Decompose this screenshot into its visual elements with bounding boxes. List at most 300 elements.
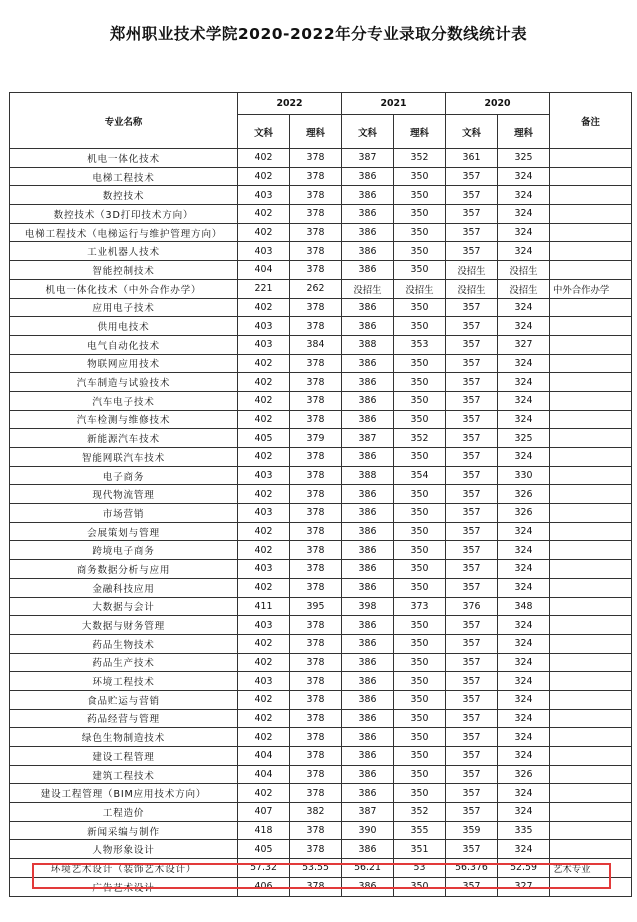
score-arts-2020-cell: 357	[446, 672, 498, 691]
major-name-cell: 机电一体化技术	[10, 149, 238, 168]
table-row	[10, 429, 632, 448]
table-row	[10, 634, 632, 653]
score-science-2020-cell: 326	[498, 504, 550, 523]
score-science-2022-cell: 378	[290, 167, 342, 186]
score-arts-2021-cell: 387	[342, 149, 394, 168]
major-name-cell: 食品贮运与营销	[10, 690, 238, 709]
score-arts-2021-cell: 386	[342, 205, 394, 224]
score-arts-2022-cell: 411	[238, 597, 290, 616]
score-science-2022-cell: 378	[290, 410, 342, 429]
score-science-2020-cell: 324	[498, 167, 550, 186]
score-science-2020-cell: 324	[498, 578, 550, 597]
score-science-2021-cell: 350	[394, 317, 446, 336]
score-science-2021-cell: 350	[394, 709, 446, 728]
score-arts-2021-cell: 386	[342, 877, 394, 896]
score-science-2020-cell: 324	[498, 560, 550, 579]
score-science-2022-cell: 378	[290, 391, 342, 410]
major-name-cell: 药品生产技术	[10, 653, 238, 672]
score-arts-2021-cell: 386	[342, 167, 394, 186]
score-arts-2020-cell: 357	[446, 560, 498, 579]
score-science-2020-cell: 324	[498, 223, 550, 242]
note-cell	[550, 429, 632, 448]
score-science-2021-cell: 373	[394, 597, 446, 616]
score-arts-2021-cell: 386	[342, 653, 394, 672]
note-cell: 艺术专业	[550, 859, 632, 878]
note-cell	[550, 541, 632, 560]
score-arts-2021-cell: 386	[342, 747, 394, 766]
score-science-2022-cell: 378	[290, 317, 342, 336]
score-science-2022-cell: 378	[290, 672, 342, 691]
score-arts-2020-cell: 357	[446, 354, 498, 373]
score-science-2021-cell: 350	[394, 223, 446, 242]
score-science-2020-cell: 324	[498, 616, 550, 635]
table-row	[10, 242, 632, 261]
score-science-2022-cell: 378	[290, 616, 342, 635]
score-science-2020-cell: 324	[498, 840, 550, 859]
score-arts-2022-cell: 221	[238, 279, 290, 298]
score-arts-2020-cell: 357	[446, 747, 498, 766]
major-name-cell: 电梯工程技术	[10, 167, 238, 186]
score-science-2020-cell: 324	[498, 298, 550, 317]
score-arts-2021-cell: 386	[342, 784, 394, 803]
table-row	[10, 728, 632, 747]
score-science-2020-cell: 330	[498, 466, 550, 485]
score-science-2022-cell: 378	[290, 690, 342, 709]
table-row	[10, 522, 632, 541]
header-arts-2022: 文科	[238, 115, 290, 149]
score-arts-2020-cell: 357	[446, 784, 498, 803]
score-arts-2020-cell: 357	[446, 616, 498, 635]
score-arts-2022-cell: 404	[238, 261, 290, 280]
score-arts-2022-cell: 57.32	[238, 859, 290, 878]
score-science-2022-cell: 379	[290, 429, 342, 448]
score-science-2022-cell: 378	[290, 448, 342, 467]
major-name-cell: 现代物流管理	[10, 485, 238, 504]
score-science-2020-cell: 324	[498, 373, 550, 392]
document-title: 郑州职业技术学院2020-2022年分专业录取分数线统计表	[109, 25, 528, 43]
score-science-2020-cell: 327	[498, 877, 550, 896]
score-science-2020-cell: 335	[498, 821, 550, 840]
score-science-2022-cell: 378	[290, 560, 342, 579]
score-arts-2020-cell: 357	[446, 690, 498, 709]
table-row	[10, 410, 632, 429]
score-arts-2022-cell: 402	[238, 653, 290, 672]
major-name-cell: 机电一体化技术（中外合作办学）	[10, 279, 238, 298]
major-name-cell: 广告艺术设计	[10, 877, 238, 896]
score-arts-2021-cell: 386	[342, 616, 394, 635]
header-arts-2020: 文科	[446, 115, 498, 149]
major-name-cell: 建设工程管理（BIM应用技术方向）	[10, 784, 238, 803]
score-arts-2022-cell: 402	[238, 410, 290, 429]
score-arts-2021-cell: 386	[342, 317, 394, 336]
note-cell	[550, 410, 632, 429]
score-arts-2020-cell: 357	[446, 578, 498, 597]
header-year-2022: 2022	[238, 93, 342, 115]
table-row	[10, 504, 632, 523]
score-science-2021-cell: 350	[394, 242, 446, 261]
score-science-2022-cell: 378	[290, 728, 342, 747]
score-arts-2021-cell: 387	[342, 429, 394, 448]
table-body	[10, 149, 632, 897]
score-arts-2020-cell: 没招生	[446, 279, 498, 298]
score-science-2021-cell: 350	[394, 690, 446, 709]
score-arts-2022-cell: 402	[238, 709, 290, 728]
score-science-2020-cell: 324	[498, 634, 550, 653]
table-row	[10, 784, 632, 803]
score-arts-2022-cell: 402	[238, 448, 290, 467]
score-arts-2020-cell: 357	[446, 298, 498, 317]
score-science-2021-cell: 350	[394, 205, 446, 224]
table-row	[10, 485, 632, 504]
score-arts-2020-cell: 357	[446, 765, 498, 784]
score-arts-2021-cell: 386	[342, 690, 394, 709]
major-name-cell: 绿色生物制造技术	[10, 728, 238, 747]
major-name-cell: 电梯工程技术（电梯运行与维护管理方向）	[10, 223, 238, 242]
major-name-cell: 电子商务	[10, 466, 238, 485]
note-cell	[550, 803, 632, 822]
score-science-2022-cell: 378	[290, 747, 342, 766]
table-row	[10, 616, 632, 635]
score-science-2022-cell: 384	[290, 335, 342, 354]
score-arts-2021-cell: 386	[342, 672, 394, 691]
score-science-2020-cell: 没招生	[498, 261, 550, 280]
score-arts-2020-cell: 357	[446, 541, 498, 560]
score-arts-2021-cell: 386	[342, 373, 394, 392]
score-science-2021-cell: 350	[394, 616, 446, 635]
header-major: 专业名称	[10, 93, 238, 149]
score-arts-2022-cell: 404	[238, 765, 290, 784]
table-row	[10, 803, 632, 822]
table-row	[10, 690, 632, 709]
score-arts-2022-cell: 403	[238, 672, 290, 691]
table-row	[10, 541, 632, 560]
note-cell	[550, 821, 632, 840]
score-science-2022-cell: 378	[290, 541, 342, 560]
score-arts-2021-cell: 386	[342, 560, 394, 579]
score-science-2020-cell: 324	[498, 317, 550, 336]
score-science-2021-cell: 350	[394, 391, 446, 410]
score-science-2022-cell: 378	[290, 522, 342, 541]
major-name-cell: 环境工程技术	[10, 672, 238, 691]
score-arts-2022-cell: 403	[238, 504, 290, 523]
note-cell	[550, 672, 632, 691]
score-science-2021-cell: 350	[394, 167, 446, 186]
header-arts-2021: 文科	[342, 115, 394, 149]
score-arts-2020-cell: 357	[446, 728, 498, 747]
score-arts-2020-cell: 359	[446, 821, 498, 840]
score-science-2021-cell: 352	[394, 149, 446, 168]
score-science-2022-cell: 378	[290, 784, 342, 803]
table-row	[10, 653, 632, 672]
score-arts-2022-cell: 405	[238, 840, 290, 859]
major-name-cell: 大数据与财务管理	[10, 616, 238, 635]
score-arts-2021-cell: 387	[342, 803, 394, 822]
score-arts-2021-cell: 390	[342, 821, 394, 840]
major-name-cell: 工程造价	[10, 803, 238, 822]
note-cell	[550, 298, 632, 317]
score-science-2020-cell: 324	[498, 709, 550, 728]
header-year-2020: 2020	[446, 93, 550, 115]
score-science-2021-cell: 350	[394, 877, 446, 896]
score-arts-2020-cell: 357	[446, 504, 498, 523]
score-arts-2022-cell: 402	[238, 522, 290, 541]
header-note: 备注	[550, 93, 632, 149]
score-science-2022-cell: 378	[290, 223, 342, 242]
score-arts-2022-cell: 402	[238, 149, 290, 168]
score-science-2021-cell: 350	[394, 747, 446, 766]
score-arts-2022-cell: 402	[238, 373, 290, 392]
score-science-2020-cell: 324	[498, 186, 550, 205]
score-arts-2022-cell: 403	[238, 335, 290, 354]
score-arts-2021-cell: 386	[342, 634, 394, 653]
note-cell	[550, 485, 632, 504]
note-cell	[550, 504, 632, 523]
score-arts-2021-cell: 386	[342, 298, 394, 317]
score-science-2021-cell: 350	[394, 485, 446, 504]
major-name-cell: 电气自动化技术	[10, 335, 238, 354]
note-cell	[550, 690, 632, 709]
score-arts-2022-cell: 403	[238, 466, 290, 485]
major-name-cell: 汽车制造与试验技术	[10, 373, 238, 392]
note-cell	[550, 466, 632, 485]
score-arts-2021-cell: 388	[342, 335, 394, 354]
score-arts-2022-cell: 403	[238, 616, 290, 635]
score-science-2022-cell: 378	[290, 149, 342, 168]
table-row	[10, 747, 632, 766]
score-arts-2022-cell: 403	[238, 560, 290, 579]
score-science-2021-cell: 350	[394, 522, 446, 541]
score-science-2021-cell: 350	[394, 560, 446, 579]
score-arts-2022-cell: 402	[238, 784, 290, 803]
score-science-2020-cell: 324	[498, 242, 550, 261]
score-arts-2020-cell: 357	[446, 653, 498, 672]
table-row	[10, 279, 632, 298]
score-science-2020-cell: 324	[498, 354, 550, 373]
score-arts-2022-cell: 402	[238, 634, 290, 653]
score-science-2021-cell: 352	[394, 803, 446, 822]
table-row	[10, 840, 632, 859]
table-row	[10, 672, 632, 691]
note-cell	[550, 653, 632, 672]
major-name-cell: 建设工程管理	[10, 747, 238, 766]
table-row	[10, 373, 632, 392]
score-arts-2020-cell: 357	[446, 840, 498, 859]
score-science-2022-cell: 378	[290, 242, 342, 261]
score-arts-2020-cell: 357	[446, 634, 498, 653]
score-science-2021-cell: 350	[394, 672, 446, 691]
score-arts-2020-cell: 没招生	[446, 261, 498, 280]
note-cell	[550, 560, 632, 579]
score-science-2021-cell: 350	[394, 634, 446, 653]
note-cell	[550, 784, 632, 803]
score-arts-2022-cell: 402	[238, 167, 290, 186]
major-name-cell: 新闻采编与制作	[10, 821, 238, 840]
score-arts-2021-cell: 386	[342, 765, 394, 784]
score-arts-2021-cell: 386	[342, 728, 394, 747]
score-science-2022-cell: 378	[290, 261, 342, 280]
score-science-2021-cell: 350	[394, 541, 446, 560]
score-arts-2020-cell: 357	[446, 522, 498, 541]
score-arts-2021-cell: 386	[342, 242, 394, 261]
major-name-cell: 智能控制技术	[10, 261, 238, 280]
score-arts-2022-cell: 402	[238, 541, 290, 560]
score-arts-2022-cell: 402	[238, 578, 290, 597]
score-arts-2021-cell: 386	[342, 448, 394, 467]
score-arts-2020-cell: 357	[446, 223, 498, 242]
major-name-cell: 汽车电子技术	[10, 391, 238, 410]
score-science-2021-cell: 350	[394, 298, 446, 317]
score-science-2022-cell: 378	[290, 186, 342, 205]
score-arts-2022-cell: 402	[238, 728, 290, 747]
score-arts-2021-cell: 386	[342, 578, 394, 597]
note-cell	[550, 522, 632, 541]
score-arts-2020-cell: 357	[446, 242, 498, 261]
score-arts-2022-cell: 402	[238, 485, 290, 504]
score-science-2022-cell: 378	[290, 504, 342, 523]
major-name-cell: 人物形象设计	[10, 840, 238, 859]
score-arts-2021-cell: 398	[342, 597, 394, 616]
table-row	[10, 877, 632, 896]
score-science-2022-cell: 378	[290, 205, 342, 224]
score-arts-2020-cell: 357	[446, 373, 498, 392]
score-science-2020-cell: 没招生	[498, 279, 550, 298]
table-row	[10, 448, 632, 467]
score-science-2022-cell: 378	[290, 653, 342, 672]
score-science-2021-cell: 355	[394, 821, 446, 840]
score-arts-2020-cell: 357	[446, 186, 498, 205]
note-cell: 中外合作办学	[550, 279, 632, 298]
score-arts-2020-cell: 376	[446, 597, 498, 616]
score-science-2021-cell: 351	[394, 840, 446, 859]
score-arts-2022-cell: 407	[238, 803, 290, 822]
score-arts-2020-cell: 357	[446, 485, 498, 504]
score-science-2021-cell: 350	[394, 765, 446, 784]
score-arts-2020-cell: 357	[446, 429, 498, 448]
score-science-2020-cell: 348	[498, 597, 550, 616]
table-row	[10, 560, 632, 579]
score-science-2021-cell: 350	[394, 578, 446, 597]
table-row	[10, 391, 632, 410]
table-row	[10, 466, 632, 485]
note-cell	[550, 634, 632, 653]
score-arts-2022-cell: 403	[238, 242, 290, 261]
score-science-2021-cell: 350	[394, 728, 446, 747]
score-arts-2022-cell: 402	[238, 205, 290, 224]
score-science-2022-cell: 378	[290, 354, 342, 373]
note-cell	[550, 335, 632, 354]
major-name-cell: 工业机器人技术	[10, 242, 238, 261]
major-name-cell: 会展策划与管理	[10, 522, 238, 541]
major-name-cell: 物联网应用技术	[10, 354, 238, 373]
score-science-2022-cell: 53.55	[290, 859, 342, 878]
major-name-cell: 药品经营与管理	[10, 709, 238, 728]
score-science-2020-cell: 324	[498, 541, 550, 560]
score-arts-2022-cell: 402	[238, 223, 290, 242]
score-arts-2021-cell: 386	[342, 522, 394, 541]
score-science-2021-cell: 没招生	[394, 279, 446, 298]
score-science-2021-cell: 53	[394, 859, 446, 878]
header-science-2020: 理科	[498, 115, 550, 149]
score-arts-2021-cell: 386	[342, 485, 394, 504]
score-arts-2020-cell: 357	[446, 709, 498, 728]
note-cell	[550, 709, 632, 728]
note-cell	[550, 448, 632, 467]
score-science-2022-cell: 378	[290, 578, 342, 597]
note-cell	[550, 223, 632, 242]
note-cell	[550, 578, 632, 597]
score-science-2021-cell: 350	[394, 784, 446, 803]
score-science-2021-cell: 353	[394, 335, 446, 354]
table-row	[10, 317, 632, 336]
score-arts-2020-cell: 357	[446, 466, 498, 485]
score-science-2022-cell: 378	[290, 485, 342, 504]
score-arts-2020-cell: 357	[446, 391, 498, 410]
table-row	[10, 335, 632, 354]
major-name-cell: 商务数据分析与应用	[10, 560, 238, 579]
score-science-2020-cell: 324	[498, 803, 550, 822]
score-science-2021-cell: 350	[394, 261, 446, 280]
score-science-2020-cell: 324	[498, 448, 550, 467]
score-science-2022-cell: 378	[290, 373, 342, 392]
score-arts-2021-cell: 386	[342, 541, 394, 560]
score-science-2021-cell: 350	[394, 504, 446, 523]
score-science-2020-cell: 324	[498, 784, 550, 803]
score-science-2020-cell: 52.59	[498, 859, 550, 878]
table-row	[10, 223, 632, 242]
score-science-2022-cell: 395	[290, 597, 342, 616]
score-arts-2022-cell: 403	[238, 317, 290, 336]
major-name-cell: 跨境电子商务	[10, 541, 238, 560]
note-cell	[550, 747, 632, 766]
major-name-cell: 环境艺术设计（装饰艺术设计）	[10, 859, 238, 878]
table-row-highlighted	[10, 859, 632, 878]
score-arts-2022-cell: 402	[238, 354, 290, 373]
score-arts-2020-cell: 357	[446, 410, 498, 429]
score-science-2022-cell: 378	[290, 840, 342, 859]
score-arts-2022-cell: 402	[238, 690, 290, 709]
score-arts-2021-cell: 388	[342, 466, 394, 485]
table-row	[10, 149, 632, 168]
table-row	[10, 578, 632, 597]
major-name-cell: 大数据与会计	[10, 597, 238, 616]
score-science-2022-cell: 382	[290, 803, 342, 822]
score-science-2022-cell: 378	[290, 877, 342, 896]
score-science-2020-cell: 327	[498, 335, 550, 354]
score-science-2020-cell: 324	[498, 410, 550, 429]
table-row	[10, 821, 632, 840]
major-name-cell: 数控技术（3D打印技术方向）	[10, 205, 238, 224]
table-row	[10, 597, 632, 616]
major-name-cell: 金融科技应用	[10, 578, 238, 597]
score-science-2020-cell: 324	[498, 391, 550, 410]
score-arts-2021-cell: 386	[342, 504, 394, 523]
note-cell	[550, 840, 632, 859]
score-arts-2022-cell: 406	[238, 877, 290, 896]
score-science-2022-cell: 378	[290, 765, 342, 784]
score-arts-2022-cell: 404	[238, 747, 290, 766]
note-cell	[550, 391, 632, 410]
score-science-2020-cell: 326	[498, 485, 550, 504]
score-arts-2020-cell: 357	[446, 877, 498, 896]
score-science-2022-cell: 378	[290, 709, 342, 728]
score-arts-2022-cell: 418	[238, 821, 290, 840]
major-name-cell: 数控技术	[10, 186, 238, 205]
score-science-2020-cell: 324	[498, 728, 550, 747]
note-cell	[550, 149, 632, 168]
score-science-2020-cell: 326	[498, 765, 550, 784]
note-cell	[550, 616, 632, 635]
score-science-2021-cell: 350	[394, 373, 446, 392]
